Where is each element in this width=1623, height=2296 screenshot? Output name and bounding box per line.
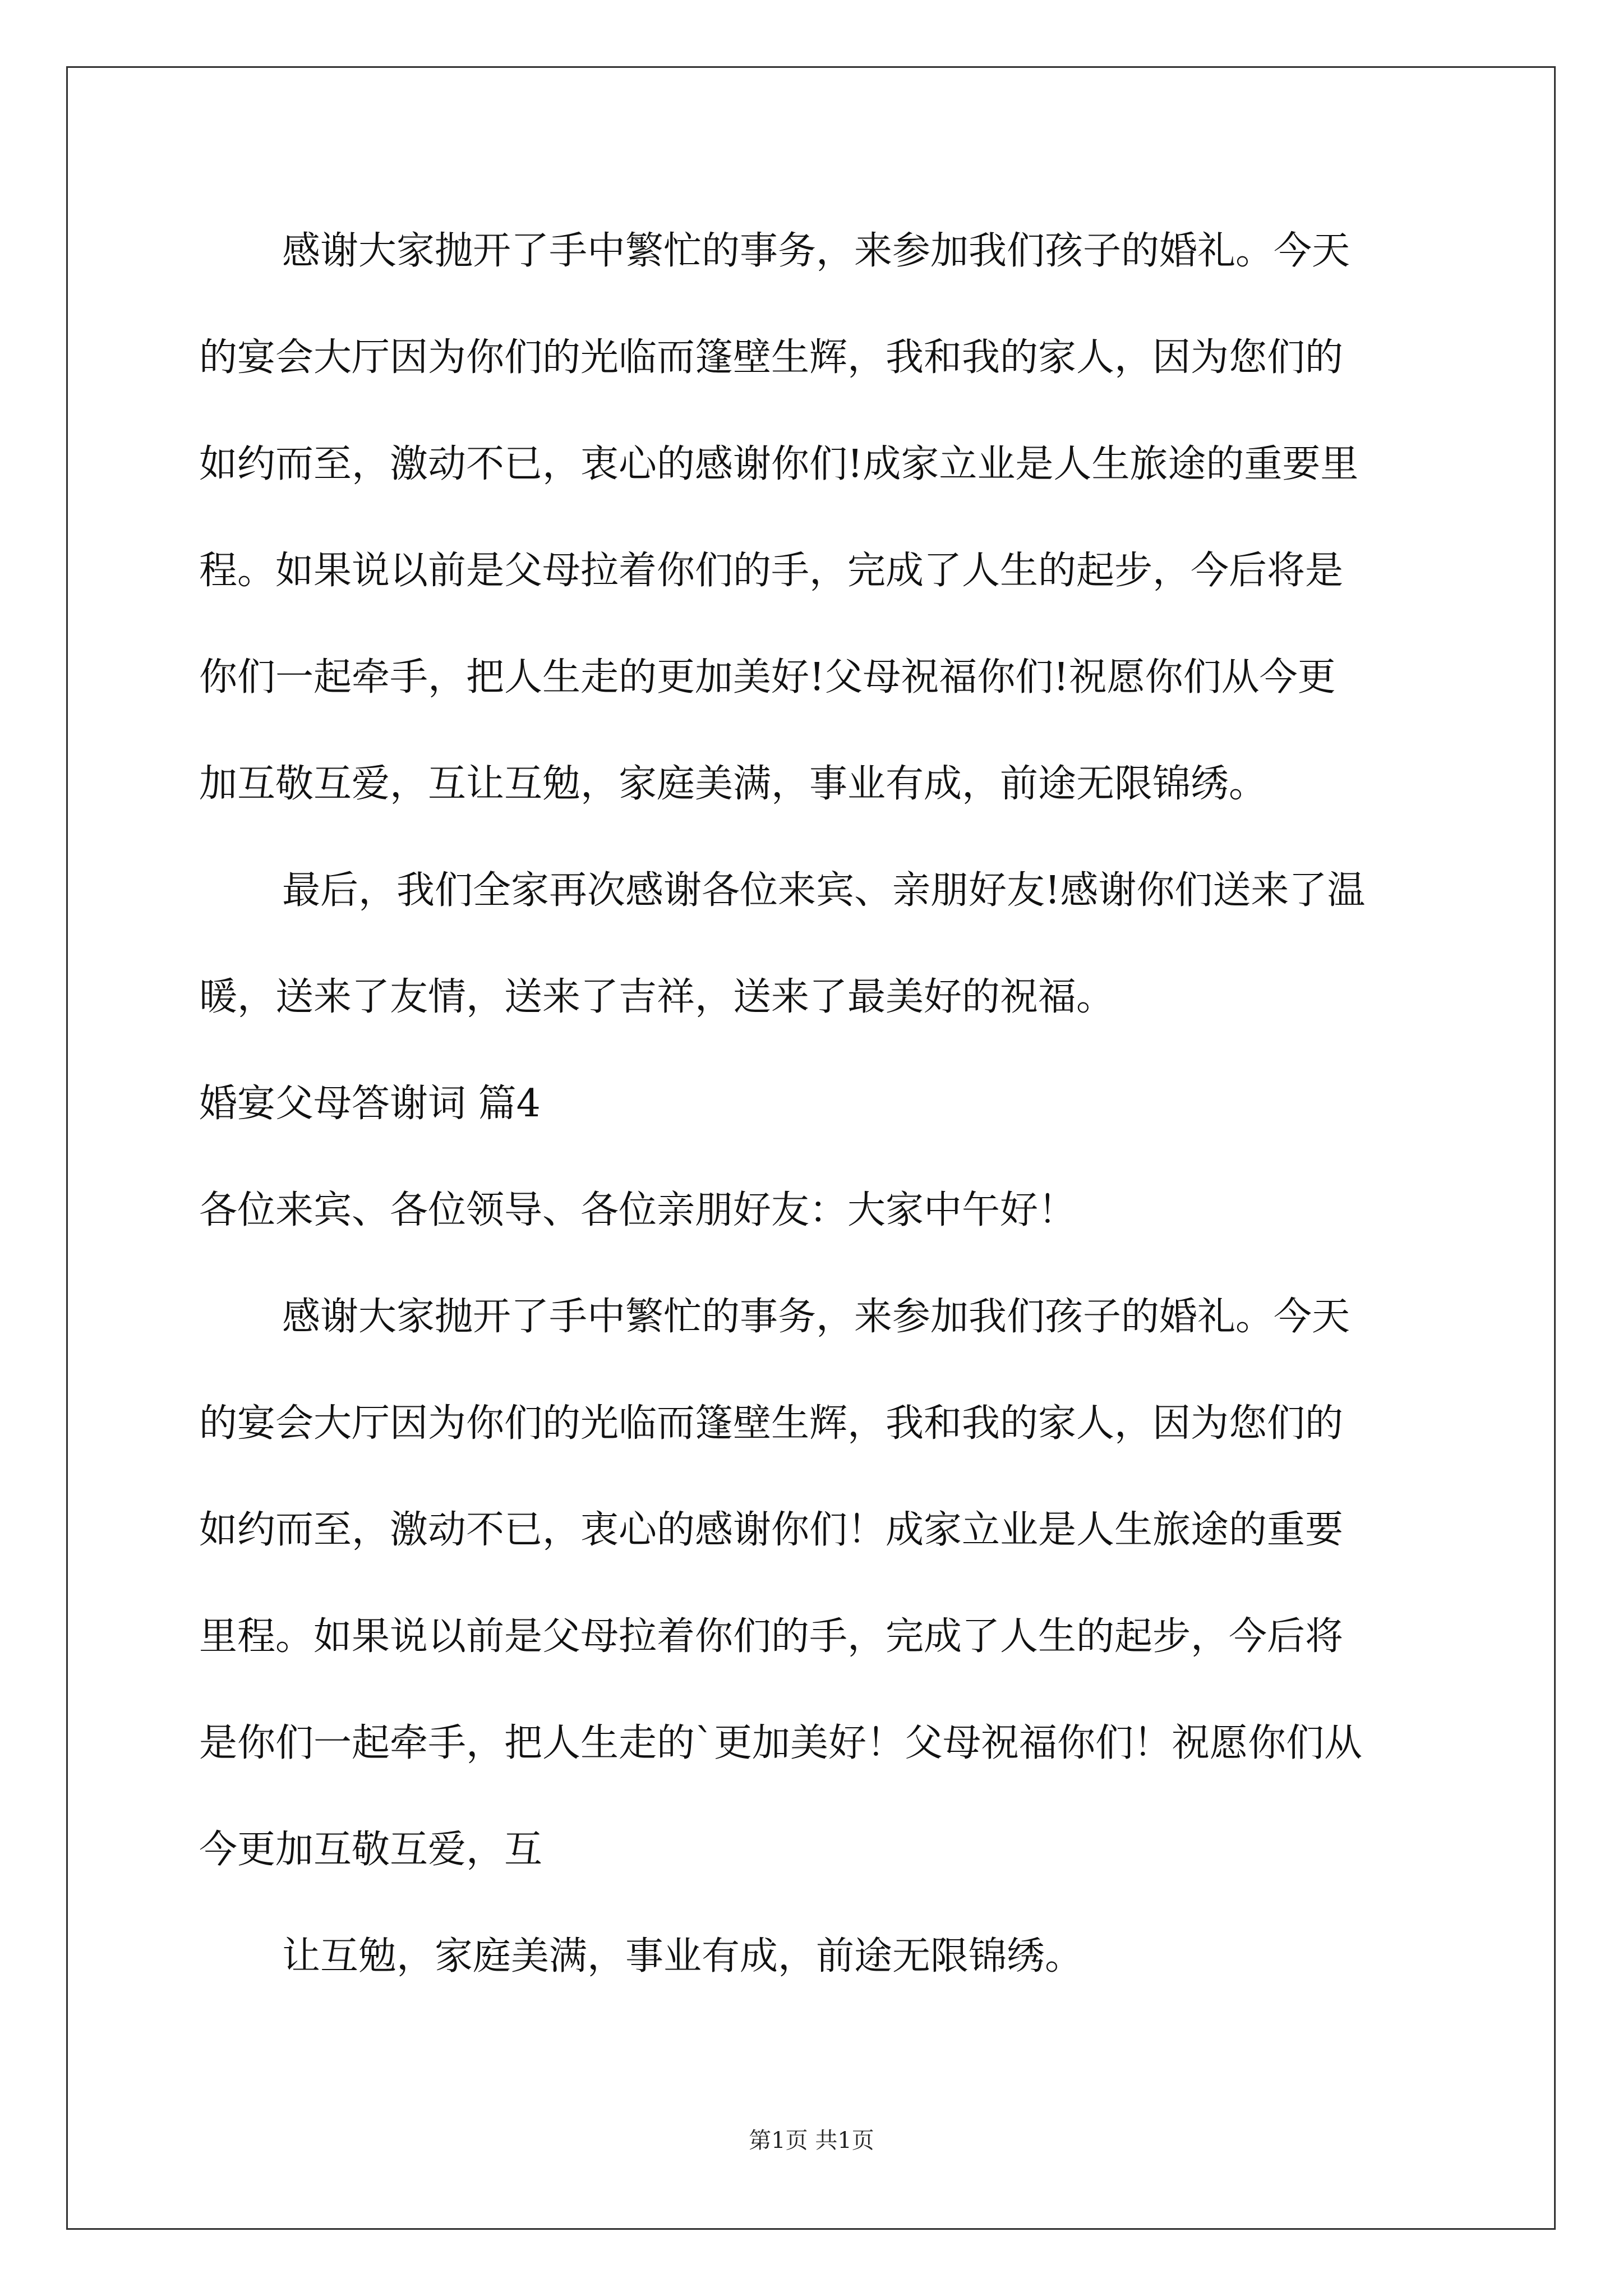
paragraph-4-line-1: 让互勉，家庭美满，事业有成，前途无限锦绣。 [282, 1934, 1083, 1978]
section-heading: 婚宴父母答谢词 篇4 [199, 1082, 541, 1126]
paragraph-2-line-1: 最后，我们全家再次感谢各位来宾、亲朋好友!感谢你们送来了温 [282, 868, 1366, 913]
paragraph-3-line-4: 里程。如果说以前是父母拉着你们的手，完成了人生的起步，今后将 [199, 1614, 1344, 1659]
paragraph-1-line-4: 程。如果说以前是父母拉着你们的手，完成了人生的起步，今后将是 [199, 549, 1344, 593]
paragraph-3-line-1: 感谢大家抛开了手中繁忙的事务，来参加我们孩子的婚礼。今天 [282, 1295, 1350, 1339]
page-border [66, 66, 1556, 2230]
paragraph-3-line-5: 是你们一起牵手，把人生走的`更加美好！父母祝福你们！祝愿你们从 [199, 1721, 1363, 1765]
page-number-footer: 第1页 共1页 [749, 2128, 874, 2154]
paragraph-1-line-5: 你们一起牵手，把人生走的更加美好!父母祝福你们!祝愿你们从今更 [199, 655, 1336, 700]
greeting-line: 各位来宾、各位领导、各位亲朋好友：大家中午好！ [199, 1188, 1077, 1232]
paragraph-3-line-2: 的宴会大厅因为你们的光临而篷壁生辉，我和我的家人，因为您们的 [199, 1401, 1344, 1446]
paragraph-1-line-3: 如约而至，激动不已，衷心的感谢你们!成家立业是人生旅途的重要里 [199, 442, 1359, 486]
paragraph-3-line-6: 今更加互敬互爱，互 [199, 1828, 543, 1872]
paragraph-1-line-2: 的宴会大厅因为你们的光临而篷壁生辉，我和我的家人，因为您们的 [199, 335, 1344, 380]
paragraph-3-line-3: 如约而至，激动不已，衷心的感谢你们！成家立业是人生旅途的重要 [199, 1508, 1344, 1552]
paragraph-2-line-2: 暖，送来了友情，送来了吉祥，送来了最美好的祝福。 [199, 975, 1115, 1019]
paragraph-1-line-1: 感谢大家抛开了手中繁忙的事务，来参加我们孩子的婚礼。今天 [282, 229, 1350, 273]
paragraph-1-line-6: 加互敬互爱，互让互勉，家庭美满，事业有成，前途无限锦绣。 [199, 762, 1267, 806]
